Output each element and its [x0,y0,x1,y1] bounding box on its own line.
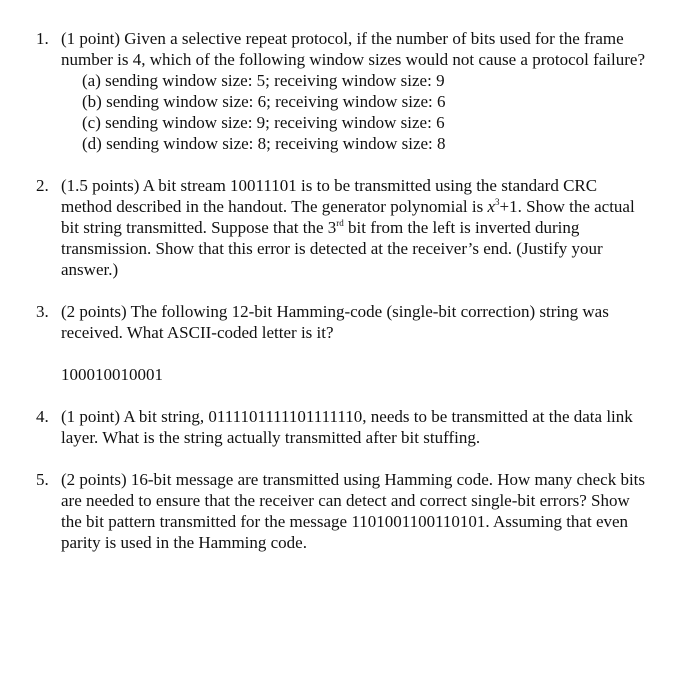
option-d: (d) sending window size: 8; receiving window size: 8 [82,134,446,153]
question-5 [0,469,691,553]
question-text: (1 point) Given a selective repeat protocol, if the number of bits used for the frame number is 4, which of the following window sizes would not cause a protocol failure? [61,29,646,69]
question-number: 4. [36,407,49,426]
bit-string: 100010010001 [61,365,163,384]
question-text-part: (1.5 points) A bit stream 10011101 is to be transmitted using the standard CRC method described in the handout. The generator polynomial is [61,176,598,216]
question-number: 3. [36,302,49,321]
question-text-part: +1. Show the actual bit string transmitted. Suppose that the 3 [61,197,635,237]
document-body [0,28,691,574]
question-text: (2 points) The following 12-bit Hamming-code (single-bit correction) string was received. What ASCII-coded letter is it? [61,302,609,342]
question-number: 2. [36,176,49,195]
question-1 [0,28,691,154]
question-number: 5. [36,470,49,489]
polynomial-exponent: 3 [495,197,500,207]
question-text [61,175,651,280]
option-c: (c) sending window size: 9; receiving window size: 6 [82,113,445,132]
question-4 [0,406,691,448]
question-text-part: bit from the left is inverted during transmission. Show that this error is detected at the receiver’s end. (Justify your answer.) [61,218,603,279]
ordinal-suffix: rd [336,218,344,228]
question-number: 1. [36,29,49,48]
option-b: (b) sending window size: 6; receiving window size: 6 [82,92,446,111]
polynomial-variable: x [487,197,496,216]
question-text: (1 point) A bit string, 0111101111101111110, needs to be transmitted at the data link layer. What is the string actually transmitted after bit stuffing. [61,407,633,447]
question-2 [0,175,691,280]
question-text: (2 points) 16-bit message are transmitted using Hamming code. How many check bits are needed to ensure that the receiver can detect and correct single-bit errors? Show the bit pattern transmitted for the message 1101001100110101. Assuming that even parity is used in the Hamming code. [61,470,646,552]
option-a: (a) sending window size: 5; receiving window size: 9 [82,71,445,90]
answer-options [61,70,651,154]
question-3 [0,301,691,385]
